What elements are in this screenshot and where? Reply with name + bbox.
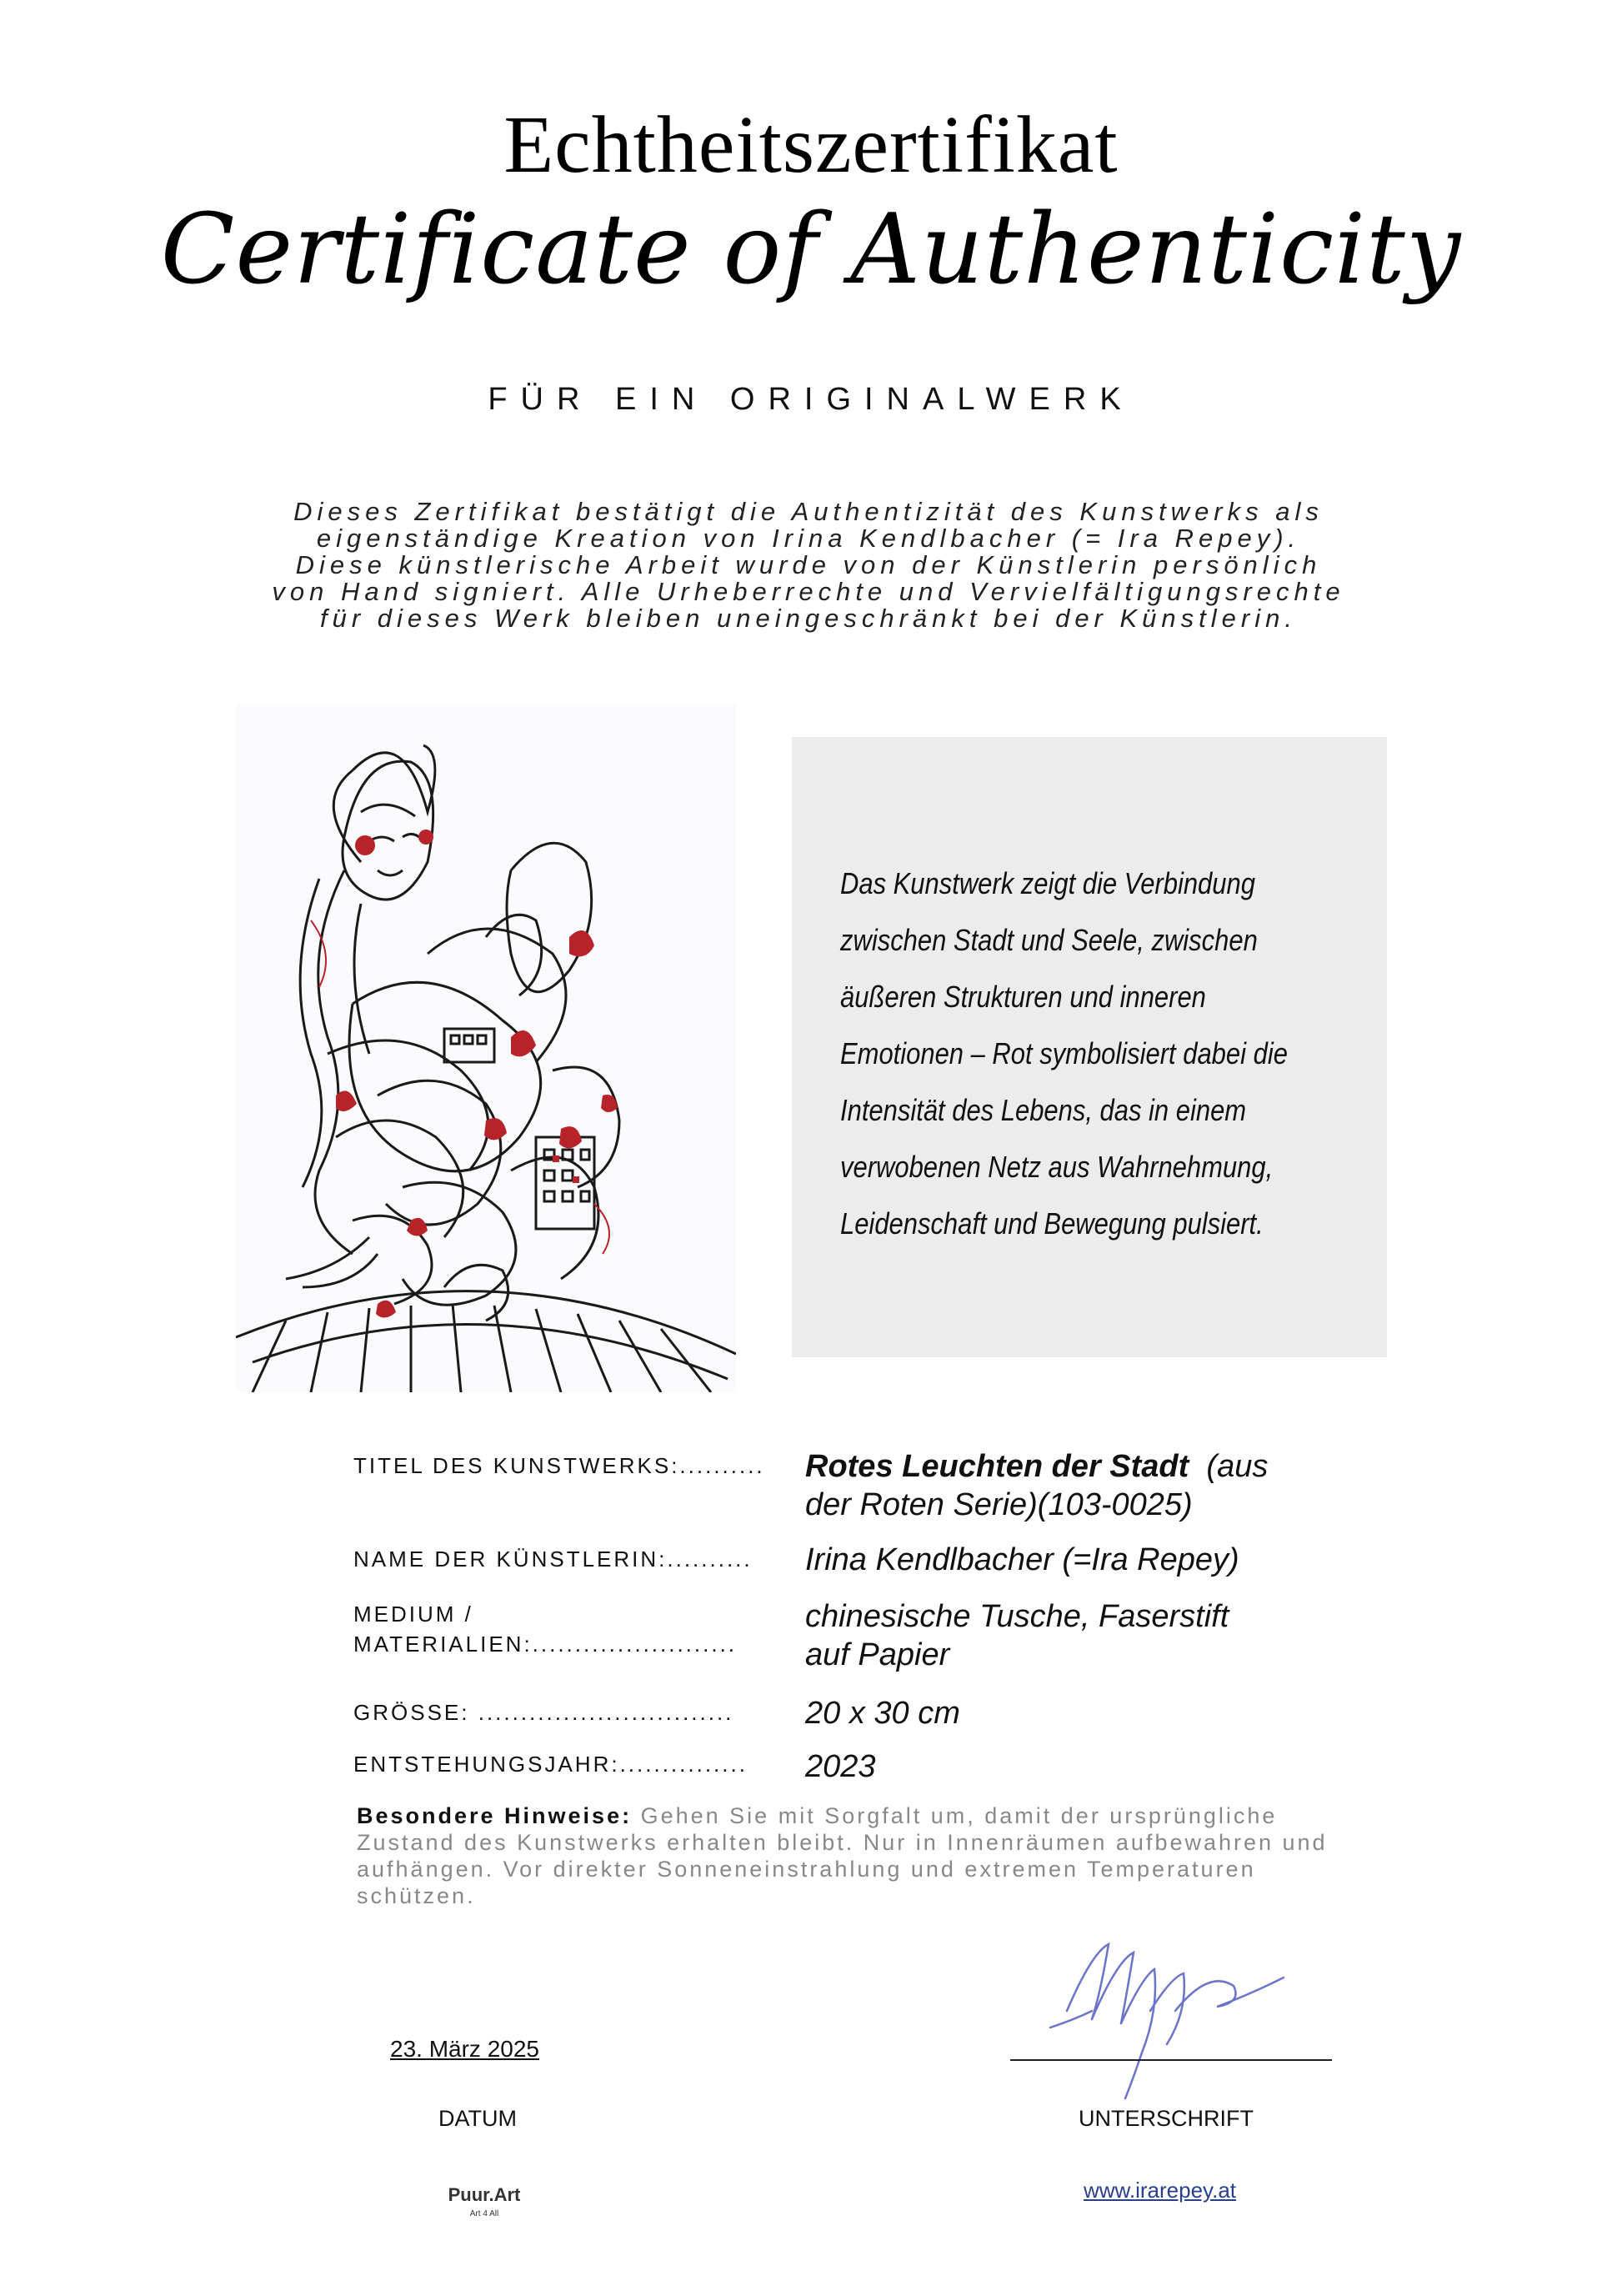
date-value: 23. März 2025 — [390, 2036, 539, 2062]
artwork-drawing — [236, 704, 736, 1392]
website-link[interactable]: www.irarepey.at — [1084, 2178, 1237, 2203]
artwork-description — [840, 855, 1299, 1252]
size-label: GRÖSSE: .............................. — [353, 1700, 734, 1725]
signature-label: UNTERSCHRIFT — [1079, 2106, 1254, 2131]
description-line: Intensität des Lebens, das in einem — [840, 1093, 1247, 1127]
medium-label-line: MEDIUM / — [353, 1602, 473, 1627]
certificate-title-german: Echtheitszertifikat — [503, 100, 1119, 190]
intro-line: für dieses Werk bleiben uneingeschränkt bei der Künstlerin. — [320, 604, 1297, 633]
artwork-description-box — [792, 737, 1387, 1357]
date-label: DATUM — [438, 2106, 517, 2131]
year-label: ENTSTEHUNGSJAHR:............... — [353, 1752, 748, 1777]
medium-value-line: auf Papier — [805, 1637, 950, 1672]
description-line: äußeren Strukturen und inneren — [840, 980, 1206, 1014]
handwritten-signature — [1042, 1919, 1292, 2103]
description-line: Leidenschaft und Bewegung pulsiert. — [840, 1206, 1264, 1241]
notes-heading: Besondere Hinweise: — [357, 1803, 633, 1828]
artist-label: NAME DER KÜNSTLERIN:.......... — [353, 1547, 753, 1572]
intro-line: Diese künstlerische Arbeit wurde von der Künstlerin persönlich — [295, 550, 1322, 579]
artist-value: Irina Kendlbacher (=Ira Repey) — [805, 1542, 1239, 1577]
intro-line: von Hand signiert. Alle Urheberrechte und Vervielfältigungsrechte — [272, 577, 1345, 606]
intro-paragraph — [267, 499, 1350, 632]
medium-value — [805, 1597, 1339, 1674]
puurart-logo — [447, 2178, 522, 2231]
logo-subtext: Art 4 All — [469, 2209, 499, 2218]
title-value-bold: Rotes Leuchten der Stadt — [805, 1449, 1189, 1484]
description-line: zwischen Stadt und Seele, zwischen — [840, 923, 1258, 957]
certificate-subtitle: FÜR EIN ORIGINALWERK — [488, 382, 1134, 417]
signature-drawing — [1042, 1919, 1292, 2103]
logo-text: Puur.Art — [448, 2184, 521, 2205]
description-line: Das Kunstwerk zeigt die Verbindung — [840, 866, 1255, 900]
description-line: Emotionen – Rot symbolisiert dabei die — [840, 1036, 1288, 1070]
intro-line: eigenständige Kreation von Irina Kendlbacher (= Ira Repey). — [316, 524, 1301, 553]
title-value-rest-2: der Roten Serie)(103-0025) — [805, 1487, 1193, 1522]
notes-text: Gehen Sie mit Sorgfalt um, damit der ursprüngliche Zustand des Kunstwerks erhalten bleibt. Nur in Innenräumen aufbewahren und aufhängen. Vor direkter Sonneneinstrahlung und extremen Temperaturen schützen. — [357, 1803, 1328, 1908]
title-value-rest: (aus — [1206, 1449, 1269, 1484]
logo-graphic — [447, 2178, 522, 2231]
medium-label — [353, 1599, 787, 1659]
year-value: 2023 — [805, 1749, 876, 1784]
artwork-image — [236, 704, 736, 1392]
intro-line: Dieses Zertifikat bestätigt die Authentizität des Kunstwerks als — [293, 497, 1324, 526]
size-value: 20 x 30 cm — [805, 1696, 960, 1731]
title-value — [805, 1447, 1339, 1524]
special-notes — [357, 1802, 1340, 1909]
certificate-title-english: Certificate of Authenticity — [160, 193, 1462, 306]
description-line: verwobenen Netz aus Wahrnehmung, — [840, 1150, 1274, 1184]
signature-line — [1010, 2059, 1332, 2061]
medium-value-line: chinesische Tusche, Faserstift — [805, 1599, 1229, 1634]
medium-label-line: MATERIALIEN:........................ — [353, 1632, 738, 1657]
title-label: TITEL DES KUNSTWERKS:.......... — [353, 1453, 765, 1478]
